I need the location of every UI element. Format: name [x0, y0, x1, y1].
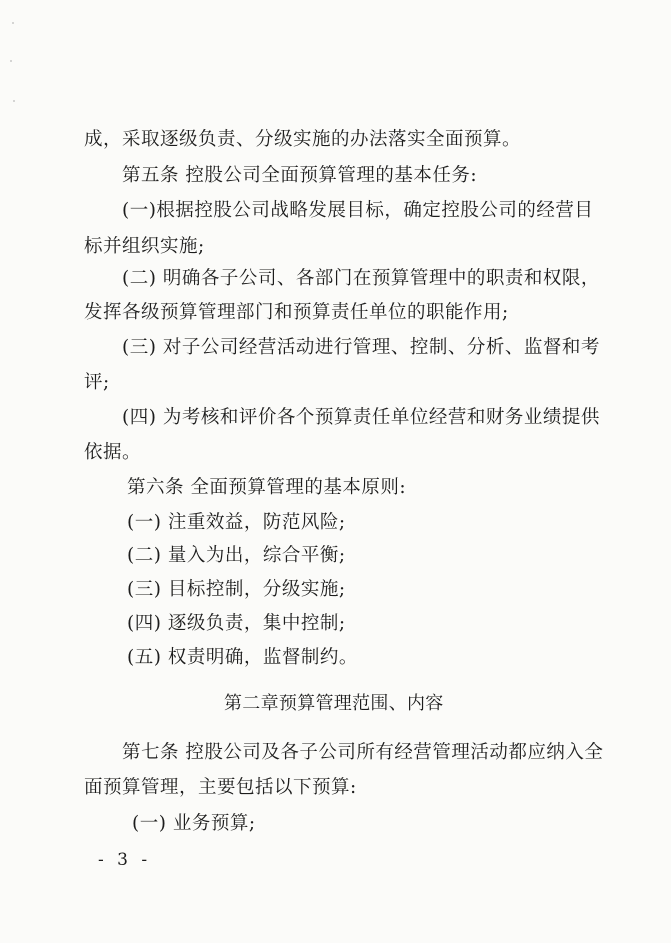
article-5-heading: 第五条 控股公司全面预算管理的基本任务: — [122, 165, 478, 186]
paragraph-line: (四) 为考核和评价各个预算责任单位经营和财务业绩提供 — [122, 407, 600, 428]
article-7-heading: 第七条 控股公司及各子公司所有经营管理活动都应纳入全 — [122, 742, 604, 763]
scan-speck — [13, 100, 15, 102]
list-item: (四) 逐级负责，集中控制; — [127, 613, 346, 634]
list-item: (一) 业务预算; — [132, 813, 256, 834]
paragraph-line: (一)根据控股公司战略发展目标，确定控股公司的经营目 — [122, 200, 594, 221]
paragraph-line: 发挥各级预算管理部门和预算责任单位的职能作用; — [84, 302, 509, 323]
list-item: (五) 权责明确，监督制约。 — [127, 647, 358, 668]
list-item: (一) 注重效益，防范风险; — [127, 512, 346, 533]
page-number: - 3 - — [98, 850, 152, 870]
paragraph-line: 成，采取逐级负责、分级实施的办法落实全面预算。 — [84, 129, 522, 150]
scan-speck — [10, 60, 12, 62]
list-item: (二) 量入为出，综合平衡; — [127, 545, 346, 566]
paragraph-line: 依据。 — [84, 442, 142, 463]
paragraph-line: 面预算管理，主要包括以下预算: — [84, 777, 357, 798]
paragraph-line: (三) 对子公司经营活动进行管理、控制、分析、监督和考 — [122, 337, 600, 358]
article-6-heading: 第六条 全面预算管理的基本原则: — [127, 477, 407, 498]
chapter-heading: 第二章预算管理范围、内容 — [224, 693, 444, 714]
scan-speck — [12, 22, 14, 24]
list-item: (三) 目标控制，分级实施; — [127, 579, 346, 600]
paragraph-line: 标并组织实施; — [84, 236, 205, 257]
paragraph-line: (二) 明确各子公司、各部门在预算管理中的职责和权限， — [122, 268, 600, 289]
paragraph-line: 评; — [84, 372, 110, 393]
